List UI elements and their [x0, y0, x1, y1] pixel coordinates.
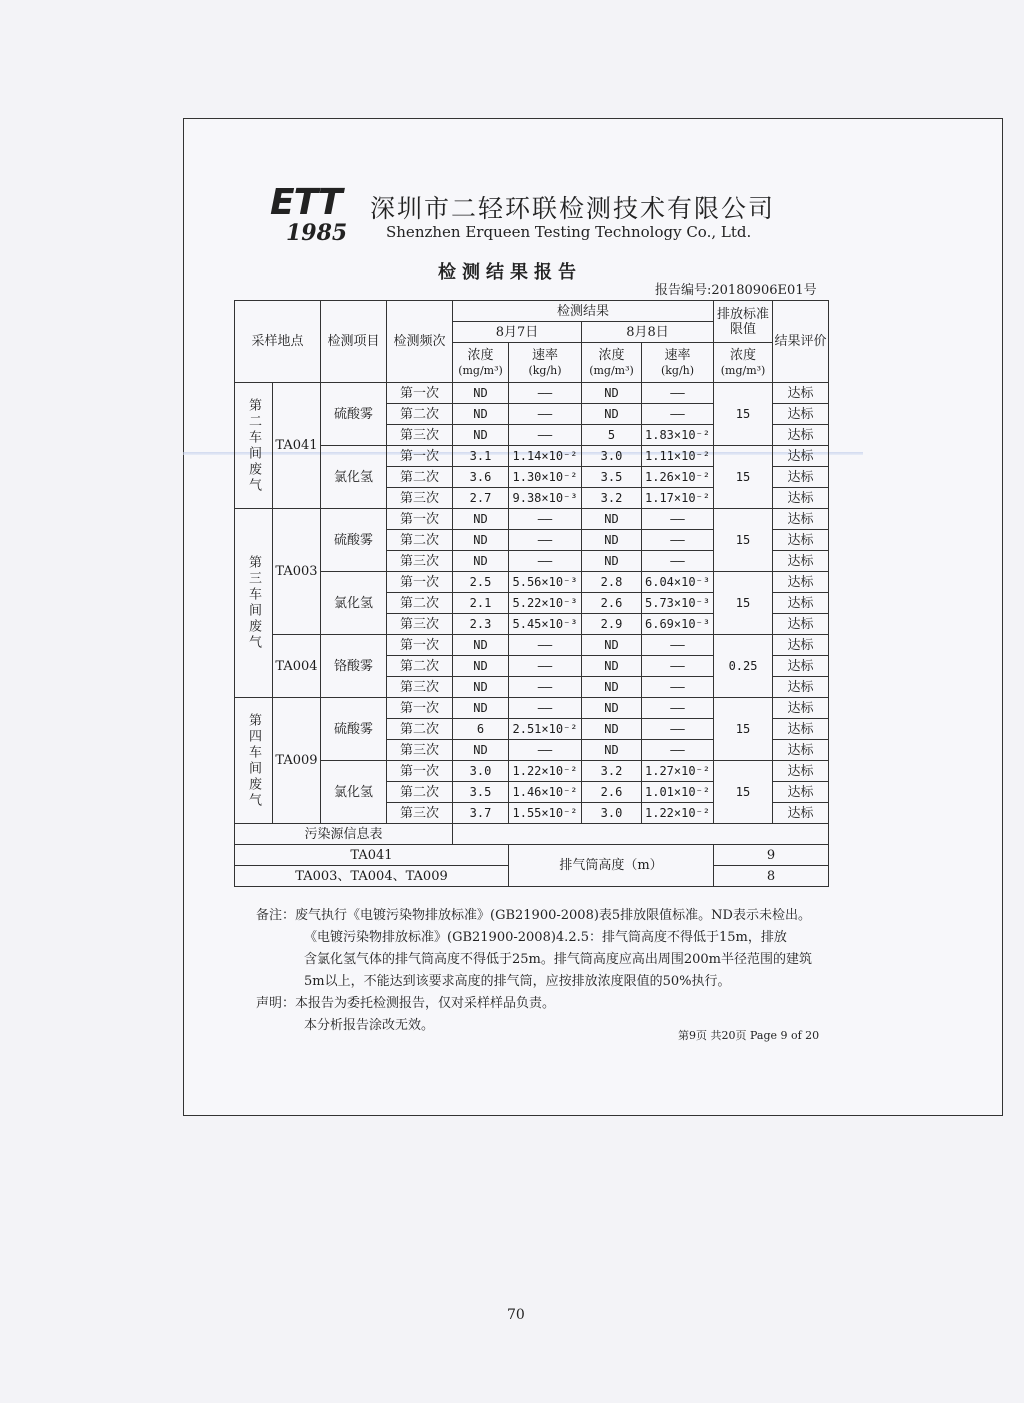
item-cell: 硫酸雾 [321, 383, 387, 446]
rate-day1-cell: 1.14×10⁻² [509, 446, 582, 467]
table-row [235, 698, 829, 719]
freq-cell: 第三次 [387, 677, 453, 698]
rate-day2-cell: —— [642, 677, 714, 698]
report-number-label: 报告编号: [655, 283, 712, 298]
freq-cell: 第三次 [387, 740, 453, 761]
conc-day1-cell: ND [453, 677, 509, 698]
conc-day1-cell: 2.1 [453, 593, 509, 614]
conc-day2-cell: 2.8 [582, 572, 642, 593]
conc-day1-cell: 2.7 [453, 488, 509, 509]
rate-day1-cell: 5.22×10⁻³ [509, 593, 582, 614]
conc-day2-cell: 2.9 [582, 614, 642, 635]
rate-day2-cell: —— [642, 551, 714, 572]
outlet-cell: TA003 [273, 509, 321, 635]
rate-day2-cell: —— [642, 404, 714, 425]
rate-day1-cell: —— [509, 551, 582, 572]
conc-day1-cell: 2.5 [453, 572, 509, 593]
item-cell: 硫酸雾 [321, 698, 387, 761]
rate-unit: (kg/h) [660, 363, 695, 377]
eval-cell: 达标 [773, 614, 829, 635]
conc-day2-cell: 3.0 [582, 803, 642, 824]
table-row [235, 635, 829, 656]
conc-day2-cell: ND [582, 656, 642, 677]
note-line-2: 《电镀污染物排放标准》(GB21900-2008)4.2.5：排气筒高度不得低于15m，排放 [304, 930, 787, 945]
freq-cell: 第三次 [387, 614, 453, 635]
item-cell: 氯化氢 [321, 572, 387, 635]
note-line-3: 含氯化氢气体的排气筒高度不得低于25m。排气筒高度应高出周围200m半径范围的建筑 [304, 952, 813, 967]
rate-day2-cell: 1.27×10⁻² [642, 761, 714, 782]
rate-day1-cell: —— [509, 677, 582, 698]
company-name-en: Shenzhen Erqueen Testing Technology Co., Ltd. [386, 223, 752, 241]
freq-cell: 第一次 [387, 635, 453, 656]
rate-label: 速率 [664, 347, 691, 363]
rate-day1-cell: 1.55×10⁻² [509, 803, 582, 824]
rate-day1-cell: 5.45×10⁻³ [509, 614, 582, 635]
header-item: 检测项目 [321, 301, 387, 383]
freq-cell: 第三次 [387, 803, 453, 824]
page-number: 70 [507, 1307, 525, 1323]
header-location: 采样地点 [235, 301, 321, 383]
rate-day2-cell: 1.83×10⁻² [642, 425, 714, 446]
eval-cell: 达标 [773, 677, 829, 698]
header-freq: 检测频次 [387, 301, 453, 383]
conc-day1-cell: 6 [453, 719, 509, 740]
conc-day1-cell: 3.1 [453, 446, 509, 467]
conc-unit: (mg/m³) [589, 363, 634, 377]
conc-day2-cell: ND [582, 677, 642, 698]
rate-unit: (kg/h) [528, 363, 562, 377]
rate-day2-cell: —— [642, 530, 714, 551]
eval-cell: 达标 [773, 572, 829, 593]
rate-day1-cell: —— [509, 509, 582, 530]
stack-height-row1: 9 [714, 845, 829, 866]
header-day1: 8月7日 [453, 322, 582, 343]
eval-cell: 达标 [773, 467, 829, 488]
limit-cell: 15 [714, 509, 773, 572]
conc-day2-cell: ND [582, 383, 642, 404]
eval-cell: 达标 [773, 551, 829, 572]
company-name-cn: 深圳市二轻环联检测技术有限公司 [370, 194, 776, 223]
note-line-6: 本分析报告涂改无效。 [304, 1018, 435, 1033]
conc-label: 浓度 [598, 347, 625, 363]
item-cell: 氯化氢 [321, 761, 387, 824]
rate-day2-cell: —— [642, 698, 714, 719]
header-eval: 结果评价 [773, 301, 829, 383]
header-conc-day1 [453, 343, 509, 383]
conc-day1-cell: ND [453, 383, 509, 404]
header-limit-conc [714, 343, 773, 383]
eval-cell: 达标 [773, 782, 829, 803]
outlet-cell: TA041 [273, 383, 321, 509]
freq-cell: 第二次 [387, 782, 453, 803]
rate-day1-cell: 5.56×10⁻³ [509, 572, 582, 593]
eval-cell: 达标 [773, 740, 829, 761]
conc-day2-cell: ND [582, 530, 642, 551]
rate-day2-cell: 1.17×10⁻² [642, 488, 714, 509]
conc-day2-cell: ND [582, 404, 642, 425]
freq-cell: 第三次 [387, 551, 453, 572]
eval-cell: 达标 [773, 509, 829, 530]
eval-cell: 达标 [773, 698, 829, 719]
freq-cell: 第一次 [387, 698, 453, 719]
conc-day1-cell: 3.0 [453, 761, 509, 782]
eval-cell: 达标 [773, 593, 829, 614]
conc-unit: (mg/m³) [458, 363, 503, 377]
item-cell: 氯化氢 [321, 446, 387, 509]
conc-day1-cell: ND [453, 698, 509, 719]
conc-day2-cell: 5 [582, 425, 642, 446]
conc-day1-cell: ND [453, 509, 509, 530]
table-row [235, 509, 829, 530]
table-row [235, 446, 829, 467]
freq-cell: 第三次 [387, 425, 453, 446]
conc-day2-cell: ND [582, 509, 642, 530]
report-title: 检测结果报告 [438, 262, 582, 283]
header-limit: 排放标准限值 [714, 301, 773, 343]
conc-day1-cell: ND [453, 740, 509, 761]
rate-day2-cell: 1.11×10⁻² [642, 446, 714, 467]
eval-cell: 达标 [773, 446, 829, 467]
freq-cell: 第二次 [387, 467, 453, 488]
table-row [235, 572, 829, 593]
table-row [235, 383, 829, 404]
freq-cell: 第二次 [387, 656, 453, 677]
source-table-title-right [453, 824, 829, 845]
freq-cell: 第二次 [387, 719, 453, 740]
rate-day2-cell: —— [642, 383, 714, 404]
rate-day2-cell: —— [642, 509, 714, 530]
freq-cell: 第一次 [387, 572, 453, 593]
conc-day1-cell: ND [453, 404, 509, 425]
rate-day1-cell: 1.22×10⁻² [509, 761, 582, 782]
limit-cell: 0.25 [714, 635, 773, 698]
location-cell: 第四车间废气 [235, 698, 273, 824]
conc-day2-cell: 3.2 [582, 761, 642, 782]
conc-day1-cell: ND [453, 551, 509, 572]
conc-day2-cell: ND [582, 551, 642, 572]
freq-cell: 第一次 [387, 509, 453, 530]
rate-day2-cell: 6.04×10⁻³ [642, 572, 714, 593]
freq-cell: 第二次 [387, 530, 453, 551]
eval-cell: 达标 [773, 803, 829, 824]
conc-day2-cell: 3.0 [582, 446, 642, 467]
rate-day2-cell: —— [642, 719, 714, 740]
header-rate-day1 [509, 343, 582, 383]
conc-day1-cell: 3.7 [453, 803, 509, 824]
rate-day1-cell: 1.46×10⁻² [509, 782, 582, 803]
eval-cell: 达标 [773, 656, 829, 677]
conc-day2-cell: 3.5 [582, 467, 642, 488]
conc-day1-cell: ND [453, 635, 509, 656]
eval-cell: 达标 [773, 719, 829, 740]
conc-day2-cell: ND [582, 635, 642, 656]
header-day2: 8月8日 [582, 322, 714, 343]
logo-year: 1985 [286, 220, 348, 246]
conc-day1-cell: ND [453, 656, 509, 677]
limit-cell: 15 [714, 383, 773, 446]
rate-day1-cell: —— [509, 530, 582, 551]
freq-cell: 第三次 [387, 488, 453, 509]
item-cell: 硫酸雾 [321, 509, 387, 572]
outlet-cell: TA009 [273, 698, 321, 824]
rate-day2-cell: 1.22×10⁻² [642, 803, 714, 824]
limit-cell: 15 [714, 446, 773, 509]
report-header [270, 182, 830, 255]
location-cell: 第三车间废气 [235, 509, 273, 698]
rate-day2-cell: 1.26×10⁻² [642, 467, 714, 488]
eval-cell: 达标 [773, 635, 829, 656]
rate-day1-cell: —— [509, 635, 582, 656]
eval-cell: 达标 [773, 425, 829, 446]
freq-cell: 第一次 [387, 446, 453, 467]
rate-day2-cell: —— [642, 740, 714, 761]
eval-cell: 达标 [773, 383, 829, 404]
conc-day2-cell: ND [582, 698, 642, 719]
stack-height-label: 排气筒高度（m） [509, 845, 714, 887]
stack-height-row2: 8 [714, 866, 829, 887]
rate-day1-cell: —— [509, 656, 582, 677]
rate-day1-cell: —— [509, 404, 582, 425]
freq-cell: 第一次 [387, 761, 453, 782]
rate-day1-cell: —— [509, 740, 582, 761]
rate-day1-cell: 2.51×10⁻² [509, 719, 582, 740]
conc-day1-cell: 2.3 [453, 614, 509, 635]
rate-day2-cell: 6.69×10⁻³ [642, 614, 714, 635]
conc-label: 浓度 [467, 347, 494, 363]
freq-cell: 第二次 [387, 593, 453, 614]
eval-cell: 达标 [773, 530, 829, 551]
eval-cell: 达标 [773, 404, 829, 425]
source-outlets-row2: TA003、TA004、TA009 [235, 866, 509, 887]
rate-day2-cell: —— [642, 635, 714, 656]
logo-text: ETT [270, 182, 342, 223]
limit-cell: 15 [714, 698, 773, 761]
outlet-cell: TA004 [273, 635, 321, 698]
source-table-title: 污染源信息表 [235, 824, 453, 845]
report-number-value: 20180906E01号 [711, 283, 817, 298]
conc-day1-cell: ND [453, 425, 509, 446]
page-info: 第9页 共20页 Page 9 of 20 [678, 1029, 820, 1042]
header-results: 检测结果 [453, 301, 714, 322]
header-conc-day2 [582, 343, 642, 383]
rate-day2-cell: 1.01×10⁻² [642, 782, 714, 803]
rate-day1-cell: —— [509, 383, 582, 404]
eval-cell: 达标 [773, 488, 829, 509]
location-cell: 第二车间废气 [235, 383, 273, 509]
limit-cell: 15 [714, 761, 773, 824]
freq-cell: 第二次 [387, 404, 453, 425]
freq-cell: 第一次 [387, 383, 453, 404]
results-table [234, 300, 829, 887]
conc-day2-cell: 2.6 [582, 782, 642, 803]
rate-day2-cell: 5.73×10⁻³ [642, 593, 714, 614]
rate-day1-cell: —— [509, 425, 582, 446]
conc-day1-cell: ND [453, 530, 509, 551]
report-number [655, 279, 817, 298]
rate-label: 速率 [532, 347, 559, 363]
conc-day1-cell: 3.5 [453, 782, 509, 803]
note-line-4: 5m以上，不能达到该要求高度的排气筒，应按排放浓度限值的50%执行。 [304, 974, 731, 989]
rate-day1-cell: 1.30×10⁻² [509, 467, 582, 488]
item-cell: 铬酸雾 [321, 635, 387, 698]
limit-cell: 15 [714, 572, 773, 635]
rate-day1-cell: —— [509, 698, 582, 719]
conc-day2-cell: ND [582, 719, 642, 740]
header-rate-day2 [642, 343, 714, 383]
conc-day2-cell: 3.2 [582, 488, 642, 509]
limit-conc-label: 浓度 [730, 347, 757, 363]
conc-day1-cell: 3.6 [453, 467, 509, 488]
note-line-1: 备注：废气执行《电镀污染物排放标准》(GB21900-2008)表5排放限值标准。ND表示未检出。 [256, 908, 811, 923]
company-logo [270, 182, 370, 247]
conc-day2-cell: ND [582, 740, 642, 761]
rate-day2-cell: —— [642, 656, 714, 677]
limit-unit: (mg/m³) [720, 363, 766, 377]
conc-day2-cell: 2.6 [582, 593, 642, 614]
notes-block [256, 905, 816, 1037]
eval-cell: 达标 [773, 761, 829, 782]
table-row [235, 761, 829, 782]
source-outlets-row1: TA041 [235, 845, 509, 866]
rate-day1-cell: 9.38×10⁻³ [509, 488, 582, 509]
note-line-5: 声明：本报告为委托检测报告，仅对采样样品负责。 [256, 996, 556, 1011]
